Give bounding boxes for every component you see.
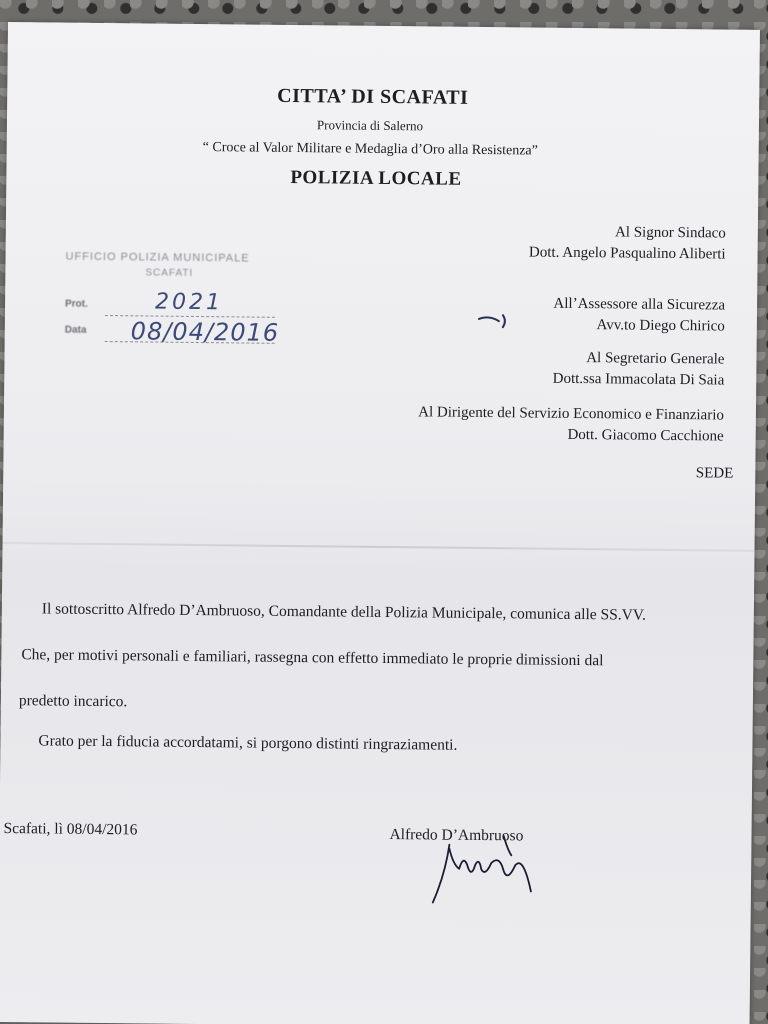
stamp-city: SCAFATI xyxy=(145,267,194,279)
sede-label: SEDE xyxy=(695,465,734,482)
recipient-block-security xyxy=(553,294,725,338)
handwritten-signature-icon xyxy=(419,834,560,915)
handwritten-mark-icon xyxy=(475,307,515,337)
paper-fold xyxy=(3,542,755,552)
recipient-block-secretary xyxy=(553,348,725,392)
stamp-date-label: Data xyxy=(64,324,87,336)
recipient-name: Avv.to Diego Chirico xyxy=(596,317,725,335)
recipient-block-finance xyxy=(418,402,724,447)
city-title: CITTA’ DI SCAFATI xyxy=(277,84,469,109)
body-line-1: Il sottoscritto Alfredo D’Ambruoso, Comandante della Polizia Municipale, comunica alle SS.VV. xyxy=(41,599,647,624)
signatory-name: Alfredo D’Ambruoso xyxy=(389,825,524,844)
stamp-number-label: Prot. xyxy=(64,298,88,310)
protocol-stamp xyxy=(65,245,306,358)
motto-line: “ Croce al Valor Militare e Medaglia d’Oro alla Resistenza” xyxy=(202,140,538,159)
handwritten-protocol-date: 08/04/2016 xyxy=(130,317,280,347)
recipient-title: Al Signor Sindaco xyxy=(614,224,726,242)
body-line-4: Grato per la fiducia accordatami, si porgono distinti ringraziamenti. xyxy=(38,731,458,754)
letter-page xyxy=(0,22,760,1024)
stamp-office: UFFICIO POLIZIA MUNICIPALE xyxy=(65,250,250,265)
place-date: Scafati, lì 08/04/2016 xyxy=(3,819,138,838)
recipient-name: Dott. Giacomo Cacchione xyxy=(567,426,724,445)
recipient-title: Al Dirigente del Servizio Economico e Finanziario xyxy=(418,404,725,424)
handwritten-protocol-number: 2021 xyxy=(154,289,224,316)
recipient-name: Dott.ssa Immacolata Di Saia xyxy=(552,370,725,389)
body-line-3: predetto incarico. xyxy=(18,691,128,710)
recipient-title: Al Segretario Generale xyxy=(586,350,725,368)
recipient-block-mayor xyxy=(529,221,726,265)
province-line: Provincia di Salerno xyxy=(316,117,424,134)
body-line-2: Che, per motivi personali e familiari, rassegna con effetto immediato le proprie dimissioni dal xyxy=(21,645,604,669)
recipient-title: All’Assessore alla Sicurezza xyxy=(553,295,726,314)
department-title: POLIZIA LOCALE xyxy=(290,166,462,190)
recipient-name: Dott. Angelo Pasqualino Aliberti xyxy=(528,244,726,263)
